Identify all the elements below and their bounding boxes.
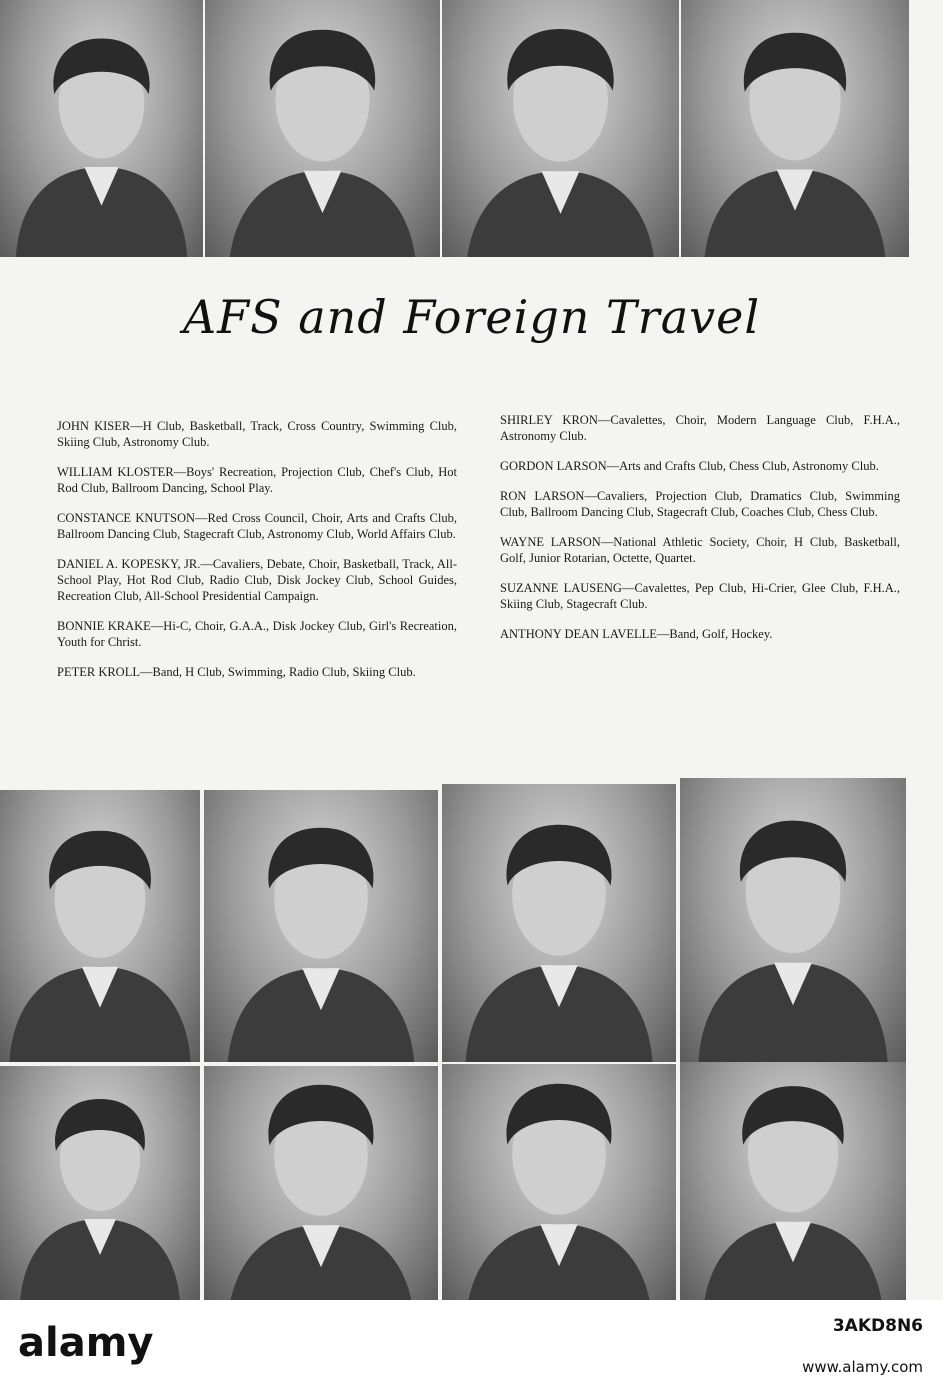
- student-activities: Boys' Recreation, Projection Club, Chef's Club, Hot Rod Club, Ballroom Dancing, School Play.: [57, 465, 457, 495]
- portrait-photo: [0, 0, 203, 257]
- portrait-silhouette: [0, 0, 203, 257]
- portrait-photo: [205, 0, 440, 257]
- watermark-footer: [0, 1300, 943, 1390]
- student-name: ANTHONY DEAN LAVELLE: [500, 627, 657, 641]
- student-name: JOHN KISER: [57, 419, 131, 433]
- student-activities: Arts and Crafts Club, Chess Club, Astronomy Club.: [619, 459, 879, 473]
- portrait-photo: [204, 790, 438, 1062]
- source-url: www.alamy.com: [802, 1358, 923, 1376]
- student-activities: National Athletic Society, Choir, H Club, Basketball, Golf, Junior Rotarian, Octette, Quartet.: [500, 535, 900, 565]
- student-entry: PETER KROLL—Band, H Club, Swimming, Radio Club, Skiing Club.: [57, 665, 416, 679]
- student-entry: RON LARSON—Cavaliers, Projection Club, Dramatics Club, Swimming Club, Ballroom Dancing Club, Stagecraft Club, Coaches Club, Chess Club.: [500, 489, 900, 519]
- portrait-photo: [204, 1066, 438, 1300]
- student-entry: WAYNE LARSON—National Athletic Society, Choir, H Club, Basketball, Golf, Junior Rotarian, Octette, Quartet.: [500, 535, 900, 565]
- portrait-silhouette: [680, 1062, 906, 1300]
- student-entry: ANTHONY DEAN LAVELLE—Band, Golf, Hockey.: [500, 627, 773, 641]
- portrait-silhouette: [680, 778, 906, 1062]
- student-name: WILLIAM KLOSTER: [57, 465, 174, 479]
- student-name: GORDON LARSON: [500, 459, 607, 473]
- student-activities: Cavalettes, Choir, Modern Language Club, F.H.A., Astronomy Club.: [500, 413, 901, 443]
- student-activities: Band, Golf, Hockey.: [669, 627, 773, 641]
- portrait-silhouette: [442, 784, 676, 1062]
- student-name: CONSTANCE KNUTSON: [57, 511, 196, 525]
- portrait-photo: [0, 1066, 200, 1300]
- student-entry: BONNIE KRAKE—Hi-C, Choir, G.A.A., Disk Jockey Club, Girl's Recreation, Youth for Christ.: [57, 619, 457, 649]
- student-name: BONNIE KRAKE: [57, 619, 151, 633]
- student-activities: Band, H Club, Swimming, Radio Club, Skiing Club.: [152, 665, 416, 679]
- portrait-photo: [442, 1064, 676, 1300]
- student-entry: SUZANNE LAUSENG—Cavalettes, Pep Club, Hi-Crier, Glee Club, F.H.A., Skiing Club, Stagecraft Club.: [500, 581, 900, 611]
- image-id: 3AKD8N6: [832, 1316, 923, 1336]
- student-name: SUZANNE LAUSENG: [500, 581, 622, 595]
- portrait-photo: [680, 1062, 906, 1300]
- portrait-silhouette: [204, 790, 438, 1062]
- page-title: AFS and Foreign Travel: [182, 290, 761, 344]
- alamy-logo: alamy: [18, 1320, 154, 1366]
- student-activities: Hi-C, Choir, G.A.A., Disk Jockey Club, Girl's Recreation, Youth for Christ.: [57, 619, 457, 649]
- student-activities: Cavaliers, Projection Club, Dramatics Club, Swimming Club, Ballroom Dancing Club, Stagecraft Club, Coaches Club, Chess Club.: [500, 489, 900, 519]
- activities-column-right: [500, 412, 900, 656]
- student-entry: CONSTANCE KNUTSON—Red Cross Council, Choir, Arts and Crafts Club, Ballroom Dancing Club, Stagecraft Club, Astronomy Club, World Affairs Club.: [57, 511, 457, 541]
- student-activities: Cavaliers, Debate, Choir, Basketball, Track, All-School Play, Hot Rod Club, Radio Club, Disk Jockey Club, School Guides, Recreation Club, All-School Presidential Campaign.: [57, 557, 457, 603]
- portrait-photo: [442, 0, 679, 257]
- portrait-silhouette: [0, 790, 200, 1062]
- student-entry: GORDON LARSON—Arts and Crafts Club, Chess Club, Astronomy Club.: [500, 459, 879, 473]
- portrait-photo: [680, 778, 906, 1062]
- portrait-silhouette: [204, 1066, 438, 1300]
- student-entry: JOHN KISER—H Club, Basketball, Track, Cross Country, Swimming Club, Skiing Club, Astronomy Club.: [57, 419, 458, 449]
- student-name: DANIEL A. KOPESKY, JR.: [57, 557, 201, 571]
- portrait-photo: [442, 784, 676, 1062]
- student-name: SHIRLEY KRON: [500, 413, 598, 427]
- portrait-silhouette: [205, 0, 440, 257]
- portrait-silhouette: [0, 1066, 200, 1300]
- student-name: RON LARSON: [500, 489, 585, 503]
- portrait-silhouette: [442, 1064, 676, 1300]
- portrait-photo: [681, 0, 909, 257]
- student-entry: WILLIAM KLOSTER—Boys' Recreation, Projection Club, Chef's Club, Hot Rod Club, Ballroom Dancing, School Play.: [57, 465, 457, 495]
- portrait-silhouette: [442, 0, 679, 257]
- student-entry: DANIEL A. KOPESKY, JR.—Cavaliers, Debate, Choir, Basketball, Track, All-School Play, Hot Rod Club, Radio Club, Disk Jockey Club, School Guides, Recreation Club, All-School Presidential Campaign.: [57, 557, 457, 603]
- student-activities: Red Cross Council, Choir, Arts and Crafts Club, Ballroom Dancing Club, Stagecraft Club, Astronomy Club, World Affairs Club.: [57, 511, 457, 541]
- portrait-silhouette: [681, 0, 909, 257]
- activities-column-left: [57, 418, 457, 694]
- student-activities: H Club, Basketball, Track, Cross Country, Swimming Club, Skiing Club, Astronomy Club.: [57, 419, 458, 449]
- student-entry: SHIRLEY KRON—Cavalettes, Choir, Modern Language Club, F.H.A., Astronomy Club.: [500, 413, 901, 443]
- student-name: PETER KROLL: [57, 665, 140, 679]
- student-name: WAYNE LARSON: [500, 535, 601, 549]
- portrait-photo: [0, 790, 200, 1062]
- student-activities: Cavalettes, Pep Club, Hi-Crier, Glee Club, F.H.A., Skiing Club, Stagecraft Club.: [500, 581, 900, 611]
